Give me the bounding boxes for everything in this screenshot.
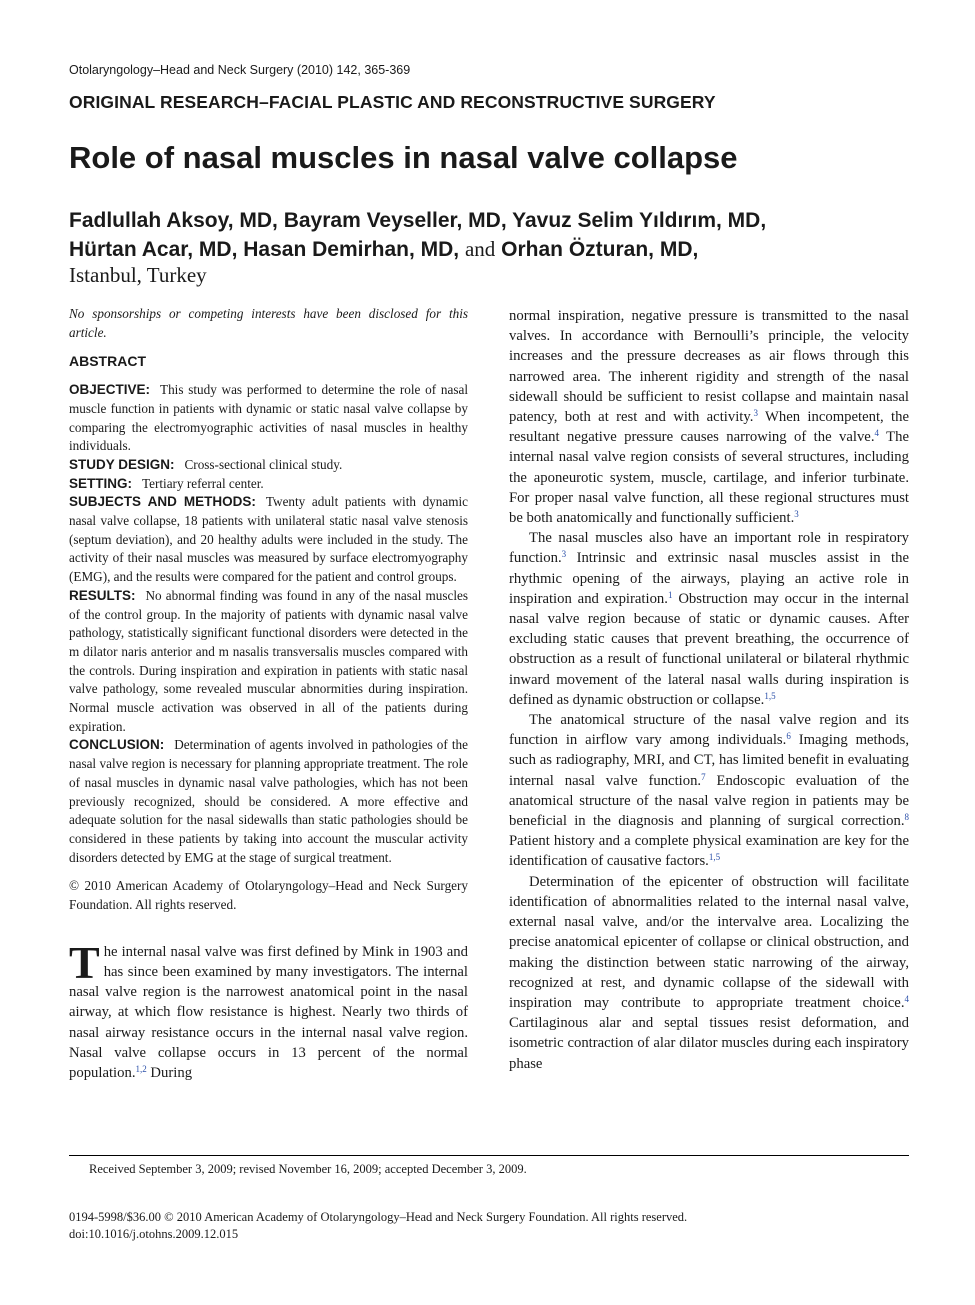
subjects-text: Twenty adult patients with dynamic nasal valve collapse, 18 patients with unilateral static nasal valve stenosis (septum deviation), and 20 healthy adults were included in the study. The activity of their nasal muscles was measured by surface electromyography (EMG), and the results were compared for the patient and control groups. <box>69 494 468 585</box>
author-line-2 <box>69 235 909 264</box>
paragraph-text: Cartilaginous alar and septal tissues resist deformation, and isometric contraction of alar dilator muscles during each inspiratory phase <box>509 1015 909 1072</box>
reference-link[interactable]: 4 <box>904 993 909 1004</box>
author-names-a: Hürtan Acar, MD, Hasan Demirhan, MD, <box>69 238 460 261</box>
doi-link[interactable]: doi:10.1016/j.otohns.2009.12.015 <box>69 1227 239 1241</box>
body-paragraph-2 <box>509 528 909 710</box>
intro-text: he internal nasal valve was first defined by Mink in 1903 and has since been examined by many investigators. The internal nasal valve region is the narrowest anatomical point in the nasal airway, at which flow resistance is highest. Nearly two thirds of nasal airway resistance occurs in the internal nasal valve region. Nasal valve collapse occurs in 13 percent of the normal population. <box>69 943 468 1082</box>
reference-link[interactable]: 6 <box>786 731 791 742</box>
reference-link[interactable]: 1,5 <box>708 852 721 863</box>
footnote-divider <box>69 1155 909 1156</box>
abstract-conclusion <box>69 736 468 867</box>
paragraph-text: Intrinsic and extrinsic nasal muscles assist in the rhythmic opening of the airways, playing an active role in inspiration and expiration. <box>509 550 910 607</box>
reference-link[interactable]: 3 <box>794 509 799 520</box>
body-paragraph-3 <box>509 710 909 872</box>
abstract-copyright: © 2010 American Academy of Otolaryngology–Head and Neck Surgery Foundation. All rights reserved. <box>69 878 468 913</box>
reference-link[interactable]: 4 <box>874 428 879 439</box>
paragraph-text: The internal nasal valve region consists of several structures, including the aponeurotic system, muscle, cartilage, and inferior turbinate. For proper nasal valve function, all these regional structures must be both anatomically and functionally sufficient. <box>509 429 909 527</box>
reference-link[interactable]: 1,5 <box>764 690 776 701</box>
paragraph-text: normal inspiration, negative pressure is transmitted to the nasal valves. In accordance with Bernoulli’s principle, the velocity increases and the pressure decreases as air flows through this narrowed area. The inherent rigidity and strength of the nasal sidewall should be sufficient to resist collapse and maintain nasal patency, both at rest and with activity. <box>509 308 909 426</box>
reference-link[interactable]: 1 <box>667 589 673 600</box>
section-heading: ORIGINAL RESEARCH–FACIAL PLASTIC AND RECONSTRUCTIVE SURGERY <box>69 92 716 112</box>
paragraph-text: Imaging methods, such as radiography, MRI, and CT, has limited benefit in evaluating internal nasal valve function. <box>509 732 910 789</box>
paragraph-text: The nasal muscles also have an important role in respiratory function. <box>509 530 909 567</box>
objective-label: OBJECTIVE: <box>69 382 151 398</box>
reference-link[interactable]: 1,2 <box>135 1064 147 1075</box>
subjects-label: SUBJECTS AND METHODS: <box>69 494 256 510</box>
objective-text: This study was performed to determine the role of nasal muscle function in patients with dynamic or static nasal valve collapse by comparing the electromyographic activities of nasal muscles in healthy individuals. <box>69 382 468 454</box>
author-names-b: Orhan Özturan, MD, <box>501 238 699 261</box>
reference-link[interactable]: 8 <box>904 812 909 823</box>
author-conjunction: and <box>464 237 496 261</box>
conclusion-label: CONCLUSION: <box>69 737 165 753</box>
received-dates: Received September 3, 2009; revised November 16, 2009; accepted December 3, 2009. <box>89 1162 527 1176</box>
abstract-heading: ABSTRACT <box>69 353 146 370</box>
abstract-objective <box>69 381 468 456</box>
affiliation: Istanbul, Turkey <box>69 263 207 287</box>
paragraph-text: Obstruction may occur in the internal nasal valve region because of static or dynamic causes. After excluding static causes that prevent breathing, the occurrence of obstruction as a result of functional unilateral or bilateral rhythmic inward movement of the lateral nasal walls during inspiration is defined as dynamic obstruction or collapse. <box>509 590 910 708</box>
abstract-results <box>69 587 468 737</box>
paragraph-text: The anatomical structure of the nasal valve region and its function in airflow vary among individuals. <box>509 712 909 749</box>
reference-link[interactable]: 7 <box>701 771 706 782</box>
journal-citation: Otolaryngology–Head and Neck Surgery (2010) 142, 365-369 <box>69 63 411 77</box>
design-label: STUDY DESIGN: <box>69 456 175 472</box>
intro-tail: During <box>150 1065 193 1082</box>
disclosure-statement: No sponsorships or competing interests have been disclosed for this article. <box>69 306 468 340</box>
setting-label: SETTING: <box>69 475 132 491</box>
abstract-setting <box>69 475 468 494</box>
abstract-design <box>69 456 468 475</box>
body-paragraph-1 <box>509 306 909 528</box>
results-text: No abnormal finding was found in any of the nasal muscles of the control group. In the majority of patients with dynamic nasal valve pathology, statistically significant functional disorders were detected in the m dilator naris anterior and m nasalis transversalis muscles compared with the controls. During inspiration and expiration in patients with static nasal valve pathology, some revealed muscular abnormities during inspiration. Normal muscle activation was observed in all of the patients during expiration. <box>69 587 468 734</box>
article-title: Role of nasal muscles in nasal valve collapse <box>69 140 738 175</box>
reference-link[interactable]: 3 <box>561 549 567 560</box>
right-column <box>509 306 909 1074</box>
paragraph-text: Patient history and a complete physical examination are key for the identification of causative factors. <box>509 833 909 870</box>
design-text: Cross-sectional clinical study. <box>184 456 343 472</box>
intro-paragraph <box>69 936 468 1083</box>
reference-link[interactable]: 3 <box>753 408 758 419</box>
paragraph-text: Endoscopic evaluation of the anatomical structure of the nasal valve region in patients may be beneficial in the diagnosis and planning of surgical correction. <box>509 772 909 830</box>
drop-cap: T <box>69 936 100 988</box>
paragraph-text: When incompetent, the resultant negative pressure causes narrowing of the valve. <box>509 409 909 446</box>
author-list <box>69 207 909 264</box>
body-paragraph-4 <box>509 872 909 1074</box>
setting-text: Tertiary referral center. <box>142 475 264 491</box>
author-line-1: Fadlullah Aksoy, MD, Bayram Veyseller, MD, Yavuz Selim Yıldırım, MD, <box>69 209 767 232</box>
conclusion-text: Determination of agents involved in pathologies of the nasal valve region is necessary for planning appropriate treatment. The role of nasal muscles in dynamic nasal valve pathologies, which has not been previously recognized, should be considered. A more effective and adequate solution for the nasal sidewalls than static pathologies should be considered in these patients by taking into account the muscular activity disorders detected by EMG at the stage of surgical treatment. <box>69 737 468 865</box>
paragraph-text: Determination of the epicenter of obstruction will facilitate identification of abnormalities related to the internal nasal valve, external nasal valve, and/or the intervalve area. Localizing the precise anatomical epicenter of collapse or clinical obstruction, and making the distinction between static narrowing of the airway, recognized at rest, and dynamic collapse of the sidewall with inspiration may contribute to appropriate treatment choice. <box>509 873 909 1011</box>
results-label: RESULTS: <box>69 587 136 603</box>
abstract-subjects <box>69 493 468 587</box>
left-column <box>69 305 468 1083</box>
footer-copyright: 0194-5998/$36.00 © 2010 American Academy of Otolaryngology–Head and Neck Surgery Foundation. All rights reserved. <box>69 1210 688 1224</box>
